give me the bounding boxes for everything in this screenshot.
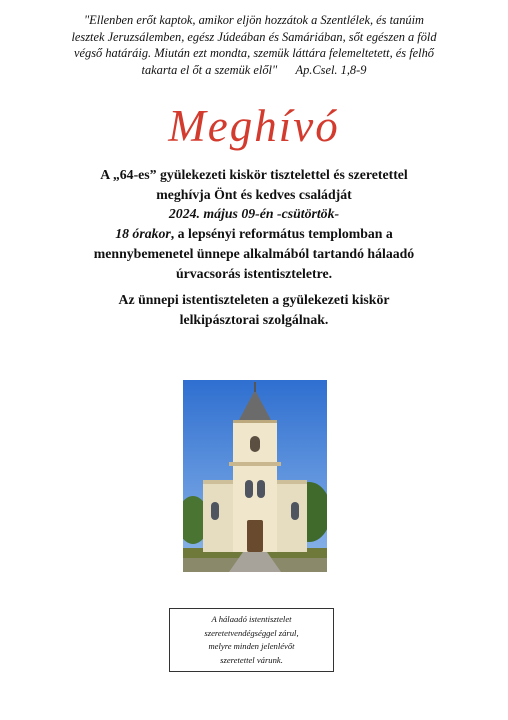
- event-date: 2024. május 09-én -csütörtök-: [168, 206, 340, 222]
- quote-reference: Ap.Csel. 1,8-9: [295, 62, 367, 77]
- church-photo-icon: [183, 380, 327, 572]
- bible-quote: [14, 12, 494, 78]
- quote-line: lesztek Jeruzsálemben, egész Júdeában és Samáriában, sőt egészen a föld: [71, 29, 437, 44]
- quote-last-line: takarta el őt a szemük elől": [141, 62, 278, 77]
- invitation-line: meghívja Önt és kedves családját: [156, 186, 352, 202]
- event-location: , a lepsényi református templomban a: [170, 226, 393, 242]
- invitation-line: A „64-es” gyülekezeti kiskör tisztelettel és szeretettel: [100, 167, 408, 182]
- note-line: szeretettel várunk.: [220, 654, 283, 665]
- invitation-line: lelkipásztorai szolgálnak.: [179, 311, 329, 327]
- note-line: szeretetvendégséggel zárul,: [204, 627, 299, 638]
- invitation-line: Az ünnepi istentiszteleten a gyülekezeti kiskör: [118, 292, 390, 308]
- invitation-line: [40, 224, 468, 244]
- invitation-line: úrvacsorás istentiszteletre.: [175, 265, 333, 281]
- event-time: 18 órakor: [115, 226, 171, 242]
- invitation-line: mennybemenetel ünnepe alkalmából tartandó hálaadó: [93, 245, 415, 261]
- quote-line: végső határáig. Miután ezt mondta, szemük láttára felemeltetett, és felhő: [74, 46, 434, 61]
- invitation-text: [40, 165, 468, 330]
- quote-line: "Ellenben erőt kaptok, amikor eljön hozzátok a Szentlélek, és tanúim: [83, 13, 425, 27]
- page-title: Meghívó: [168, 101, 340, 151]
- note-line: melyre minden jelenlévőt: [208, 641, 295, 652]
- church-photo: [183, 380, 327, 572]
- quote-line: [14, 62, 494, 79]
- reception-note: [169, 608, 334, 672]
- note-line: A hálaadó istentisztelet: [211, 614, 292, 624]
